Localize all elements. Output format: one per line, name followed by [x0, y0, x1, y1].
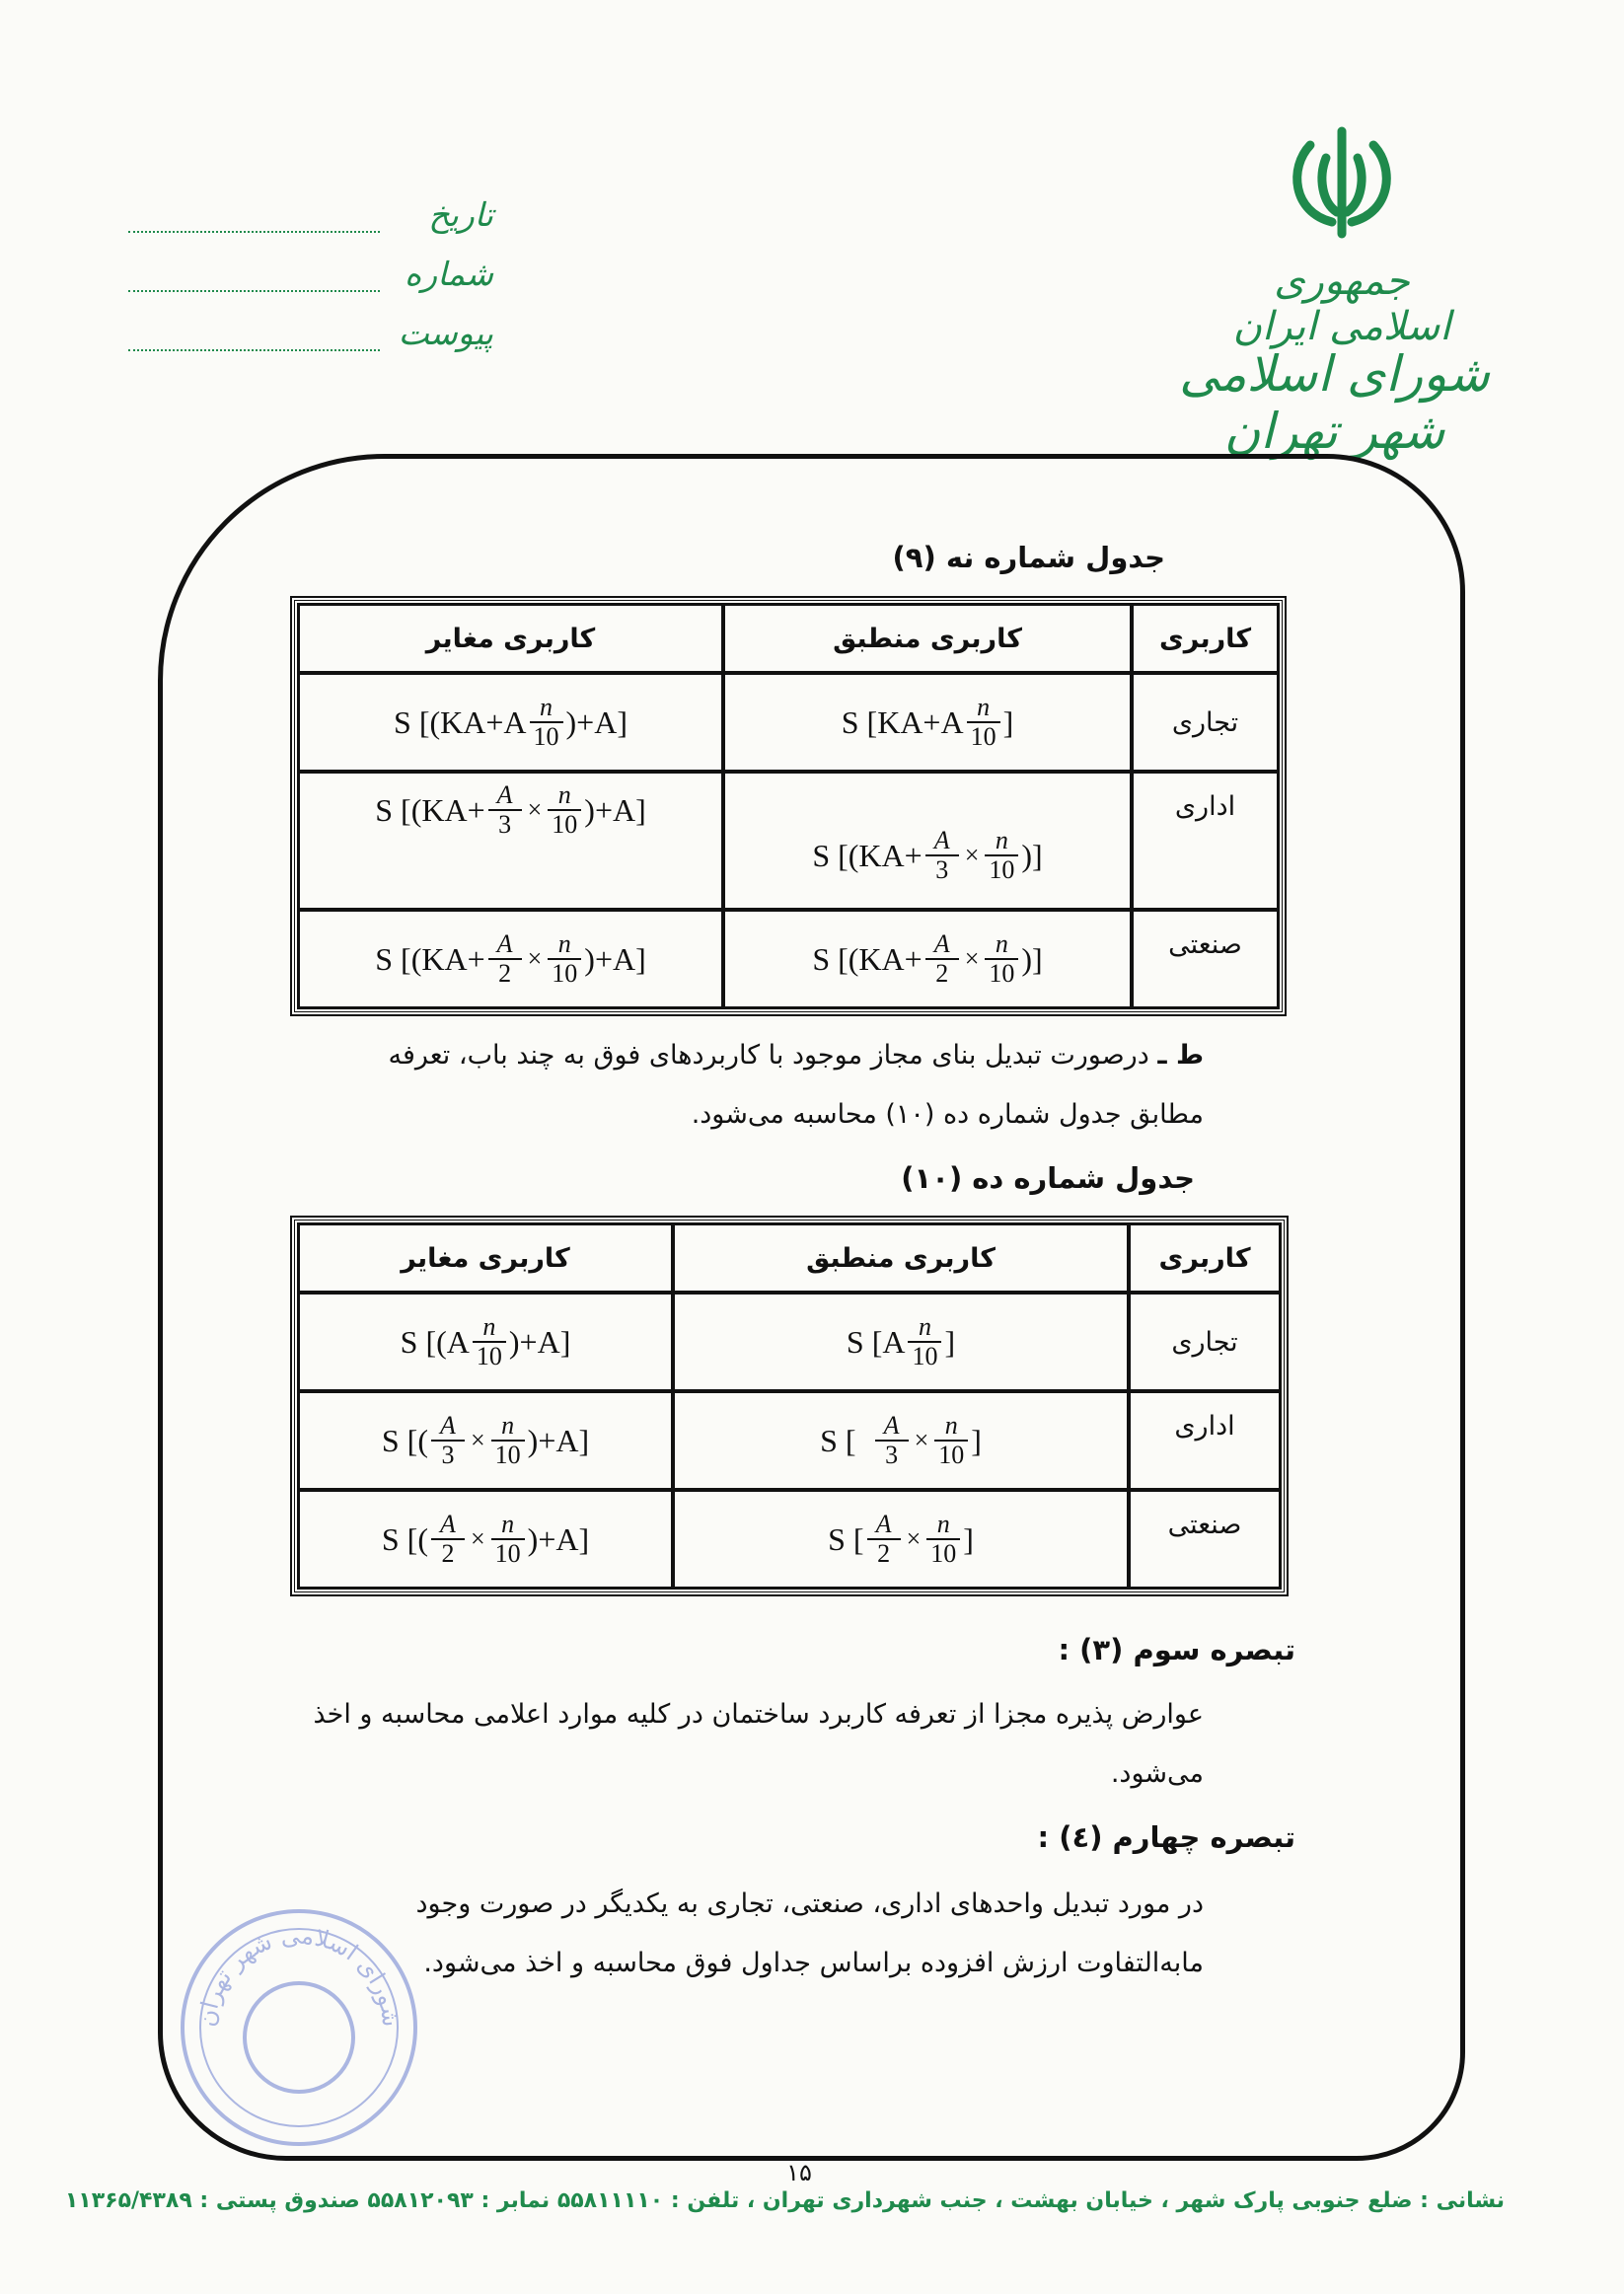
page-number: ۱۵ — [786, 2159, 812, 2186]
note4-line1: در مورد تبدیل واحدهای اداری، صنعتی، تجاری به یکدیگر در صورت وجود — [415, 1888, 1204, 1919]
table9-header-matching: کاربری منطبق — [723, 604, 1132, 673]
table-row — [298, 673, 1279, 772]
note3-line2: می‌شود. — [1110, 1758, 1204, 1789]
table9-use-commercial: تجاری — [1132, 673, 1279, 772]
table9 — [294, 600, 1283, 1012]
table10-formula-mismatch: S [( $\frac{A}{2}$ × $\frac{n}{10}$ )+A] — [298, 1490, 673, 1589]
table-row — [298, 1490, 1281, 1589]
table10-formula-matching: S [ $\frac{A}{2}$ × $\frac{n}{10}$ ] — [673, 1490, 1129, 1589]
note3-line1: عوارض پذیره مجزا از تعرفه کاربرد ساختمان در کلیه موارد اعلامی محاسبه و اخذ — [313, 1699, 1204, 1730]
table10-use-industrial: صنعتی — [1129, 1490, 1281, 1589]
table10-header-mismatch: کاربری مغایر — [298, 1223, 673, 1293]
council-stamp-icon — [176, 1904, 422, 2151]
table10-use-office: اداری — [1129, 1391, 1281, 1490]
table9-formula-mismatch: S [(KA+A n 10 )+A] — [298, 673, 723, 772]
table10-header-matching: کاربری منطبق — [673, 1223, 1129, 1293]
date-field — [128, 195, 493, 255]
table-row — [298, 1293, 1281, 1391]
table-row — [298, 910, 1279, 1008]
attachment-label: پیوست — [398, 314, 493, 352]
clause-line1: درصورت تبدیل بنای مجاز موجود با کاربردهای فوق به چند باب، تعرفه — [388, 1040, 1149, 1071]
number-field — [128, 255, 493, 314]
note3-title: تبصره سوم (۳) : — [1058, 1633, 1295, 1666]
table9-use-office: اداری — [1132, 772, 1279, 910]
table10-header-use: کاربری — [1129, 1223, 1281, 1293]
table-row — [298, 772, 1279, 910]
table9-formula-matching: S [KA+A n 10 ] — [723, 673, 1132, 772]
iran-emblem-icon — [1283, 123, 1401, 242]
attachment-field — [128, 314, 493, 373]
table9-header-mismatch: کاربری مغایر — [298, 604, 723, 673]
table10-formula-matching: S [ $\frac{A}{3}$ × $\frac{n}{10}$ ] — [673, 1391, 1129, 1490]
svg-text:شورای اسلامی شهر تهران: شورای اسلامی شهر تهران — [192, 1921, 406, 2029]
table9-use-industrial: صنعتی — [1132, 910, 1279, 1008]
table9-formula-mismatch: S [(KA+ $\frac{A}{2}$ × $\frac{n}{10}$ )+A] — [298, 910, 723, 1008]
footer-address: نشانی : ضلع جنوبی پارک شهر ، خیابان بهشت ، جنب شهرداری تهران ، تلفن : ۵۵۸۱۱۱۱۰ نمابر : ۵۵۸۱۲۰۹۳ صندوق پستی : ۱۱۳۶۵/۴۳۸۹ — [64, 2188, 1505, 2213]
clause-marker: ط ـ — [1157, 1040, 1204, 1071]
table10 — [294, 1220, 1285, 1592]
note4-line2: مابه‌التفاوت ارزش افزوده براساس جداول فوق محاسبه و اخذ می‌شود. — [423, 1948, 1204, 1978]
table10-formula-matching: S [A n 10 ] — [673, 1293, 1129, 1391]
clause-paragraph — [296, 1026, 1204, 1145]
table10-use-commercial: تجاری — [1129, 1293, 1281, 1391]
country-name: جمهوری اسلامی ایران — [1232, 259, 1451, 349]
council-name: شورای اسلامی شهر تهران — [1179, 345, 1490, 460]
table9-header-use: کاربری — [1132, 604, 1279, 673]
attachment-line — [128, 349, 380, 351]
table10-caption: جدول شماره ده (۱۰) — [901, 1161, 1195, 1195]
table9-formula-matching: S [(KA+ $\frac{A}{3}$ × $\frac{n}{10}$ )] — [723, 772, 1132, 910]
note3-paragraph — [296, 1685, 1204, 1804]
table9-caption: جدول شماره نه (۹) — [892, 541, 1165, 574]
table-row — [298, 1391, 1281, 1490]
table10-formula-mismatch: S [(A n 10 )+A] — [298, 1293, 673, 1391]
table10-formula-mismatch: S [( $\frac{A}{3}$ × $\frac{n}{10}$ )+A] — [298, 1391, 673, 1490]
note4-paragraph — [296, 1875, 1204, 1993]
note4-title: تبصره چهارم (٤) : — [1037, 1820, 1295, 1854]
table9-formula-mismatch: S [(KA+ $\frac{A}{3}$ × $\frac{n}{10}$ )+A] — [298, 772, 723, 910]
table9-formula-matching: S [(KA+ $\frac{A}{2}$ × $\frac{n}{10}$ )] — [723, 910, 1132, 1008]
date-label: تاریخ — [428, 195, 493, 234]
clause-line2: مطابق جدول شماره ده (۱۰) محاسبه می‌شود. — [691, 1099, 1204, 1130]
date-line — [128, 231, 380, 233]
number-line — [128, 290, 380, 292]
number-label: شماره — [404, 255, 493, 293]
